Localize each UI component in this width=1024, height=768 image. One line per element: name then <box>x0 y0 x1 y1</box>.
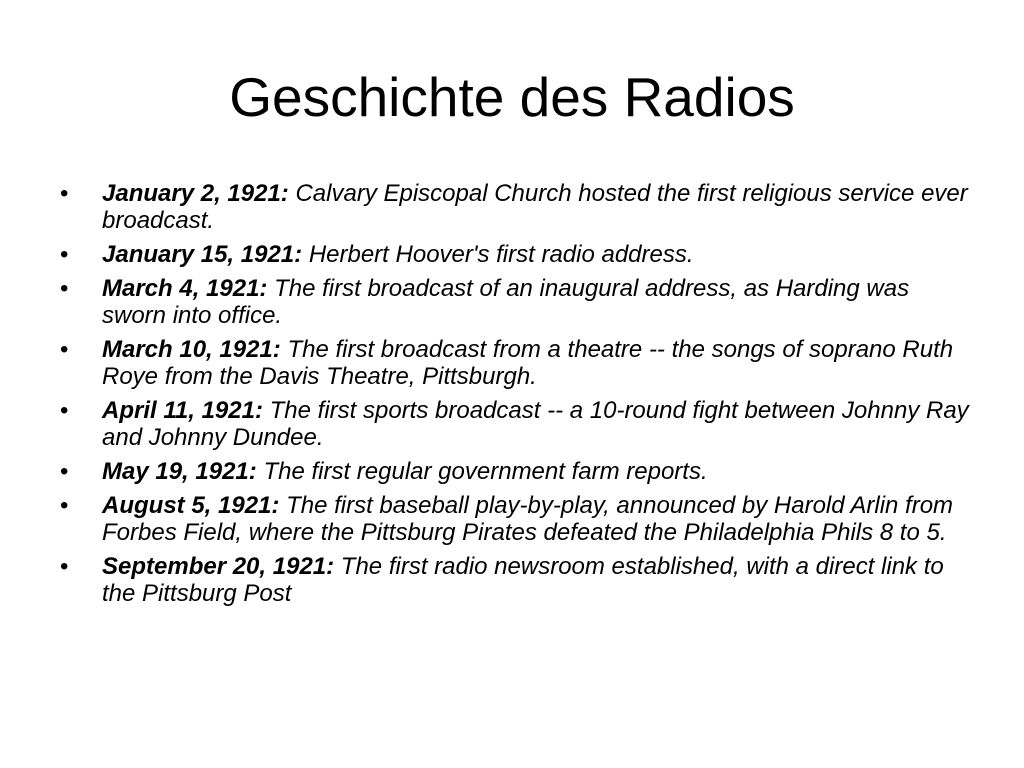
bullet-item <box>52 397 972 451</box>
bullet-date: September 20, 1921: <box>102 553 335 580</box>
bullet-text: The first regular government farm reports. <box>263 458 708 485</box>
bullet-text: The first sports broadcast -- a 10-round fight between Johnny Ray and Johnny Dundee. <box>102 397 969 451</box>
bullet-date: August 5, 1921: <box>102 492 280 519</box>
bullet-date: April 11, 1921: <box>102 397 263 424</box>
bullet-icon: • <box>60 180 69 207</box>
bullet-icon: • <box>60 336 69 363</box>
bullet-icon: • <box>60 397 69 424</box>
bullet-item <box>52 553 972 607</box>
bullet-date: March 10, 1921: <box>102 336 281 363</box>
bullet-item <box>52 458 972 485</box>
bullet-date: March 4, 1921: <box>102 275 268 302</box>
bullet-icon: • <box>60 458 69 485</box>
bullet-item <box>52 275 972 329</box>
bullet-text: The first baseball play-by-play, announced by Harold Arlin from Forbes Field, where the Pittsburg Pirates defeated the Philadelphia Phils 8 to 5. <box>102 492 954 546</box>
bullet-item <box>52 336 972 390</box>
bullet-text: The first radio newsroom established, with a direct link to the Pittsburg Post <box>102 553 944 607</box>
bullet-text: Herbert Hoover's first radio address. <box>308 241 694 268</box>
bullet-date: January 15, 1921: <box>102 241 303 268</box>
bullet-icon: • <box>60 553 69 580</box>
bullet-text: The first broadcast from a theatre -- the songs of soprano Ruth Roye from the Davis Theatre, Pittsburgh. <box>102 336 954 390</box>
bullet-item <box>52 241 972 268</box>
bullet-text: Calvary Episcopal Church hosted the first religious service ever broadcast. <box>102 180 968 234</box>
bullet-icon: • <box>60 492 69 519</box>
slide-title: Geschichte des Radios <box>229 66 795 128</box>
bullet-item <box>52 180 972 234</box>
bullet-icon: • <box>60 241 69 268</box>
bullet-icon: • <box>60 275 69 302</box>
bullet-item <box>52 492 972 546</box>
bullet-text: The first broadcast of an inaugural address, as Harding was sworn into office. <box>102 275 910 329</box>
bullet-date: January 2, 1921: <box>102 180 289 207</box>
bullet-list <box>52 180 972 614</box>
bullet-date: May 19, 1921: <box>102 458 257 485</box>
